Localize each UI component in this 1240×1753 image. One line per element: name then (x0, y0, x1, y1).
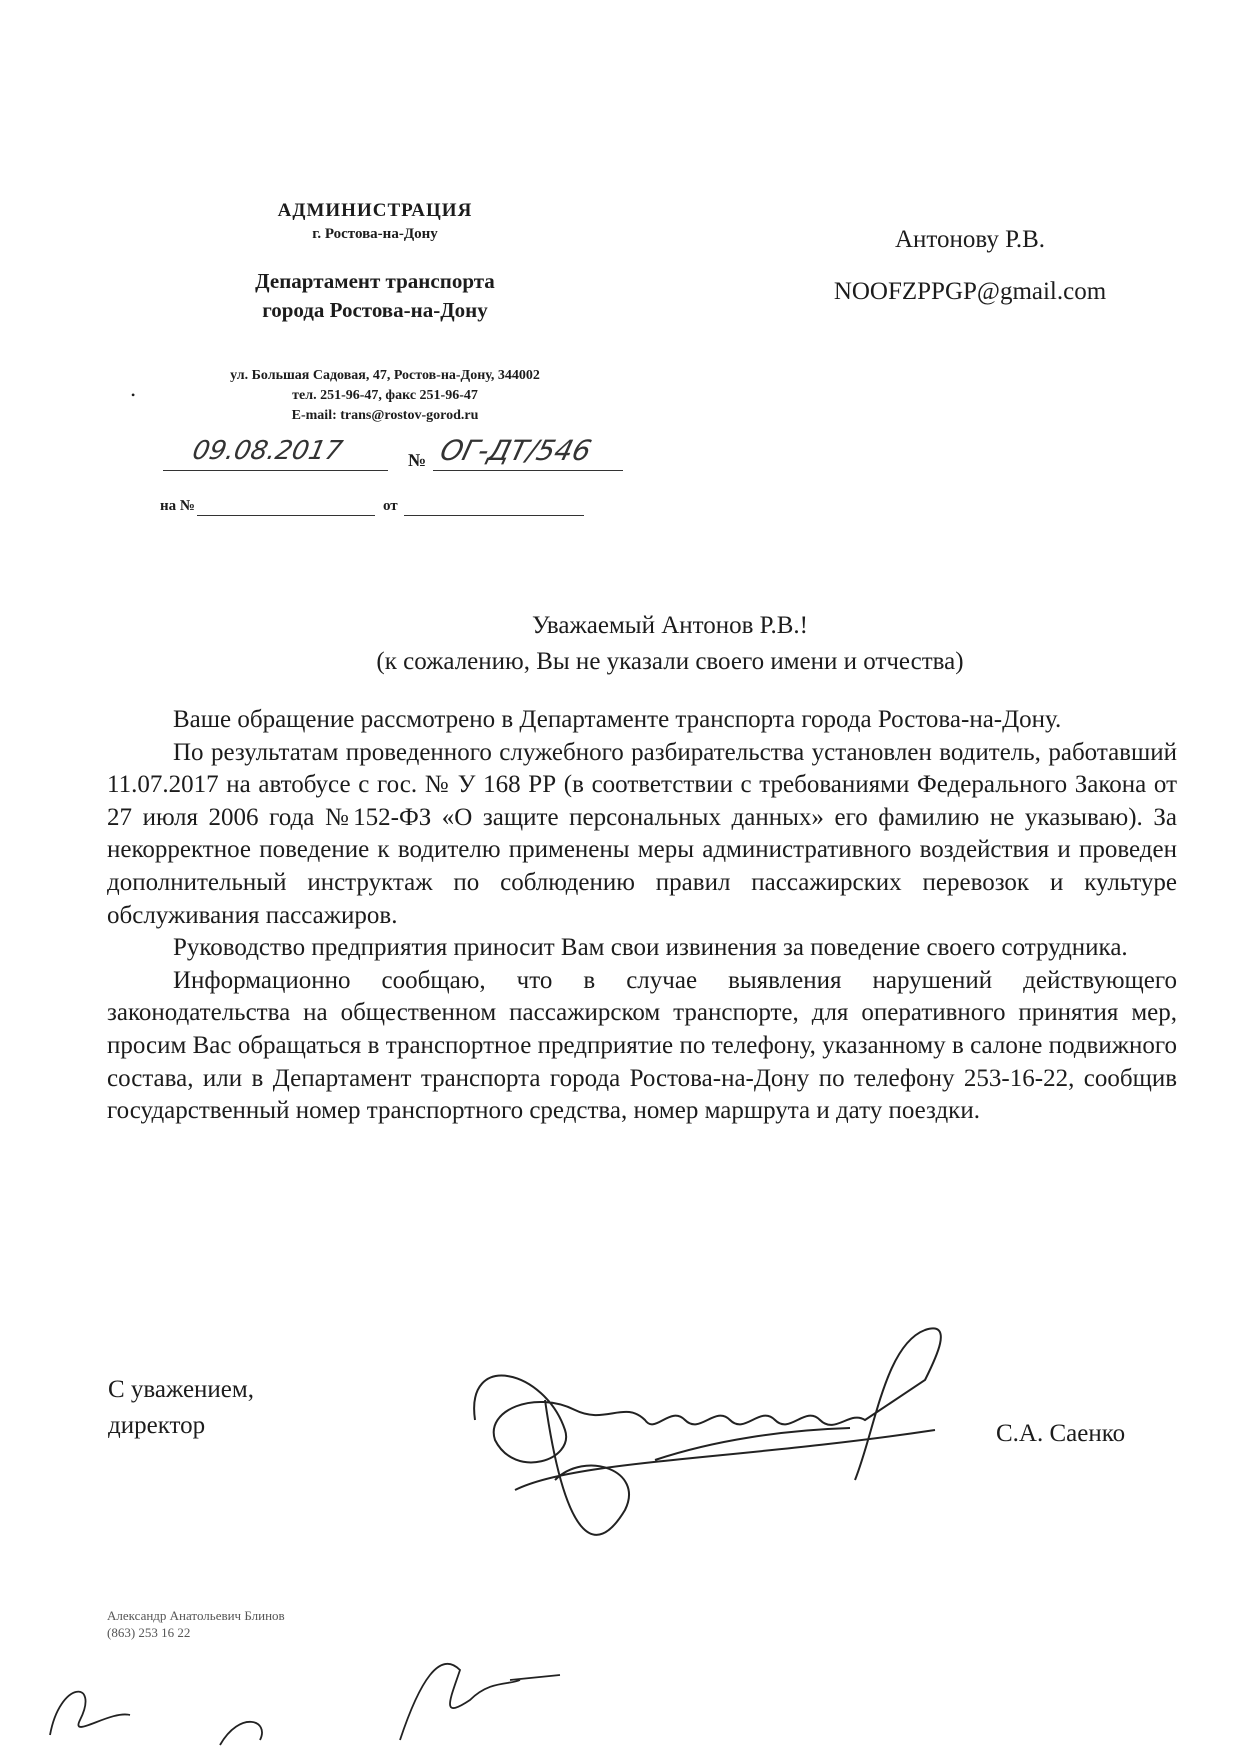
date-underline (163, 470, 388, 471)
ref-from-label: от (382, 498, 398, 514)
closing-regards: С уважением, (108, 1376, 254, 1403)
salutation-line2: (к сожалению, Вы не указали своего имени и отчества) (376, 648, 964, 675)
number-underline (433, 470, 623, 471)
scan-mark: • (131, 388, 136, 402)
reference-line (160, 498, 584, 516)
executor-name: Александр Анатольевич Блинов (107, 1608, 285, 1623)
body-paragraph: Руководство предприятия приносит Вам свои извинения за поведение своего сотрудника. (173, 934, 1128, 962)
letterhead-contacts (150, 366, 620, 426)
footer-initials-signatures (40, 1640, 600, 1750)
letterhead-address: ул. Большая Садовая, 47, Ростов-на-Дону, 344002 (230, 368, 540, 383)
registration-block (163, 436, 623, 476)
letterhead-email: E-mail: trans@rostov-gorod.ru (291, 408, 479, 423)
registration-number: ОГ-ДТ/546 (436, 434, 595, 467)
addressee (760, 226, 1180, 306)
letterhead-dept-line1: Департамент транспорта (255, 269, 495, 293)
letterhead (140, 200, 610, 323)
closing (108, 1372, 254, 1444)
letterhead-dept-line2: города Ростова-на-Дону (262, 298, 488, 322)
executor-phone: (863) 253 16 22 (107, 1625, 191, 1640)
letterhead-phone: тел. 251-96-47, факс 251-96-47 (292, 388, 478, 403)
number-label: № (408, 450, 427, 470)
body-paragraph: По результатам проведенного служебного разбирательства установлен водитель, работавший 11.07.2017 на автобусе с гос. № У 168 РР (в соответствии с требованиями Федерального Закона от 27 июля 2006 года №152-ФЗ «О защите персональных данных» его фамилию не указываю). За некорректное поведение к водителю применены меры административного воздействия и проведен дополнительный инструктаж по соблюдению правил пассажирских перевозок и культуре обслуживания пассажиров. (107, 738, 1177, 929)
addressee-email: NOOFZPPGP@gmail.com (833, 278, 1107, 305)
addressee-name: Антонову Р.В. (894, 226, 1046, 253)
closing-position: директор (108, 1412, 206, 1439)
letterhead-city: г. Ростова-на-Дону (312, 226, 438, 242)
registration-date: 09.08.2017 (189, 436, 346, 466)
body-paragraph: Информационно сообщаю, что в случае выявления нарушений действующего законодательства на общественном пассажирском транспорте, для оперативного принятия мер, просим Вас обращаться в транспортное предприятие по телефону, указанному в салоне подвижного состава, или в Департамент транспорта города Ростова-на-Дону по телефону 253-16-22, сообщив государственный номер транспортного средства, номер маршрута и дату поездки. (107, 966, 1177, 1125)
salutation-line1: Уважаемый Антонов Р.В.! (532, 612, 808, 639)
ref-number-label: на № (160, 498, 195, 514)
body-paragraph: Ваше обращение рассмотрено в Департаменте транспорта города Ростова-на-Дону. (173, 706, 1062, 733)
ref-from-blank (404, 498, 584, 516)
letterhead-org: АДМИНИСТРАЦИЯ (277, 200, 473, 221)
ref-number-blank (197, 498, 375, 516)
signer-name: С.А. Саенко (996, 1420, 1126, 1447)
executor-info (107, 1607, 285, 1641)
salutation (240, 608, 1100, 680)
director-signature (455, 1310, 975, 1570)
letter-body (107, 704, 1177, 1128)
